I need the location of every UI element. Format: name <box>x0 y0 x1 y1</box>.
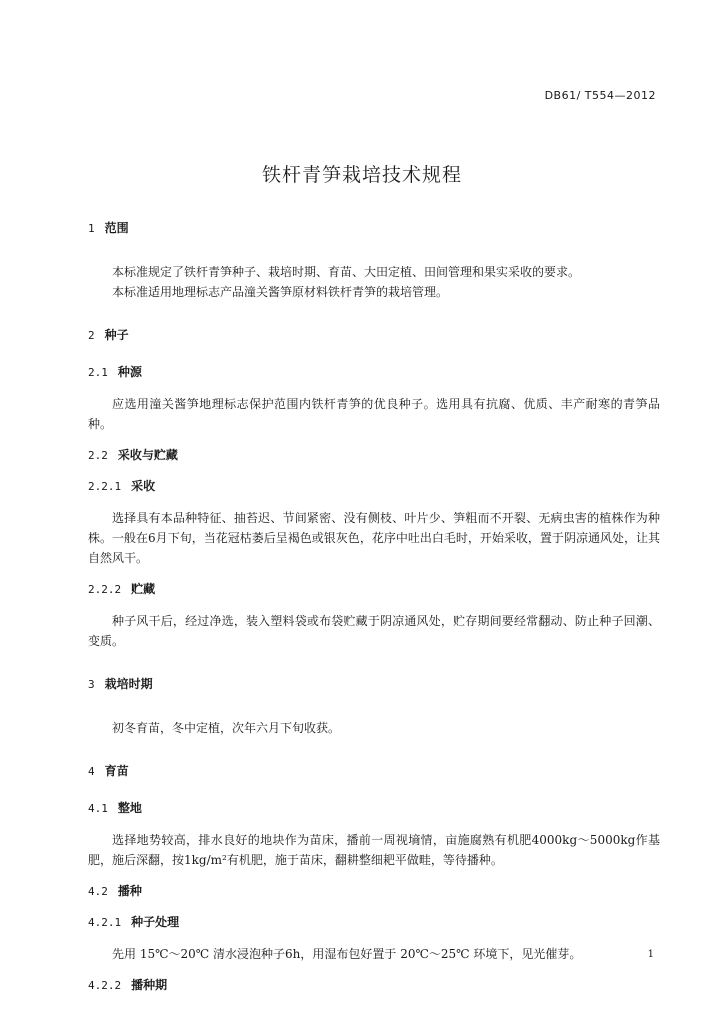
section-number: 4.2.2 <box>88 979 122 992</box>
subsection-heading-4-1 <box>88 799 660 818</box>
section-title: 范围 <box>104 221 129 235</box>
section-title: 采收 <box>131 479 156 493</box>
page-number: 1 <box>647 949 654 960</box>
section-title: 整地 <box>117 801 142 815</box>
paragraph: 选择地势较高，排水良好的地块作为苗床，播前一周视墒情，亩施腐熟有机肥4000kg～5000kg作基肥，施后深翻，按1kg/m²有机肥，施于苗床，翻耕整细耙平做畦，等待播种。 <box>88 833 660 867</box>
section-title: 播种 <box>117 884 142 898</box>
document-body <box>88 219 660 995</box>
section-number: 4.2.1 <box>88 916 122 929</box>
subsection-heading-2-1 <box>88 363 660 382</box>
paragraph: 应选用潼关酱笋地理标志保护范围内铁杆青笋的优良种子。选用具有抗腐、优质、丰产耐寒的青笋品种。 <box>88 397 660 431</box>
section-number: 3 <box>88 678 95 691</box>
section-heading-1 <box>88 219 660 238</box>
subsection-heading-4-2-2 <box>88 976 660 995</box>
section-title: 播种期 <box>131 978 168 992</box>
document-code: DB61/ T554—2012 <box>544 89 656 102</box>
section-number: 4 <box>88 765 95 778</box>
subsection-heading-2-2-2 <box>88 580 660 599</box>
section-heading-2 <box>88 326 660 345</box>
section-heading-4 <box>88 762 660 781</box>
paragraph: 初冬育苗，冬中定植，次年六月下旬收获。 <box>112 721 341 735</box>
section-title: 育苗 <box>104 764 129 778</box>
section-number: 4.2 <box>88 885 108 898</box>
section-number: 2.2 <box>88 449 108 462</box>
section-heading-3 <box>88 675 660 694</box>
paragraph: 本标准规定了铁杆青笋种子、栽培时期、育苗、大田定植、田间管理和果实采收的要求。 <box>112 265 581 279</box>
document-title: 铁杆青笋栽培技术规程 <box>261 164 462 186</box>
section-number: 1 <box>88 222 95 235</box>
section-title: 采收与贮藏 <box>117 448 178 462</box>
paragraph: 选择具有本品种特征、抽苔迟、节间紧密、没有侧枝、叶片少、笋粗而不开裂、无病虫害的植株作为种株。一般在6月下旬，当花冠枯萎后呈褐色或银灰色，花序中吐出白毛时，开始采收，置于阴凉通风处，让其自然风干。 <box>88 511 660 565</box>
subsection-heading-2-2 <box>88 446 660 465</box>
subsection-heading-2-2-1 <box>88 477 660 496</box>
section-number: 2.2.1 <box>88 480 122 493</box>
section-title: 种源 <box>117 365 142 379</box>
section-title: 贮藏 <box>131 582 156 596</box>
section-number: 2 <box>88 329 95 342</box>
subsection-heading-4-2 <box>88 882 660 901</box>
section-title: 种子 <box>104 328 129 342</box>
section-number: 4.1 <box>88 802 108 815</box>
paragraph: 先用 15℃～20℃ 清水浸泡种子6h，用湿布包好置于 20℃～25℃ 环境下，见光催芽。 <box>112 947 582 961</box>
section-number: 2.1 <box>88 366 108 379</box>
paragraph: 本标准适用地理标志产品潼关酱笋原材料铁杆青笋的栽培管理。 <box>112 285 449 299</box>
section-number: 2.2.2 <box>88 583 122 596</box>
subsection-heading-4-2-1 <box>88 913 660 932</box>
section-title: 种子处理 <box>131 915 180 929</box>
paragraph: 种子风干后，经过净选，装入塑料袋或布袋贮藏于阴凉通风处，贮存期间要经常翻动、防止种子回潮、变质。 <box>88 614 660 648</box>
section-title: 栽培时期 <box>104 677 153 691</box>
